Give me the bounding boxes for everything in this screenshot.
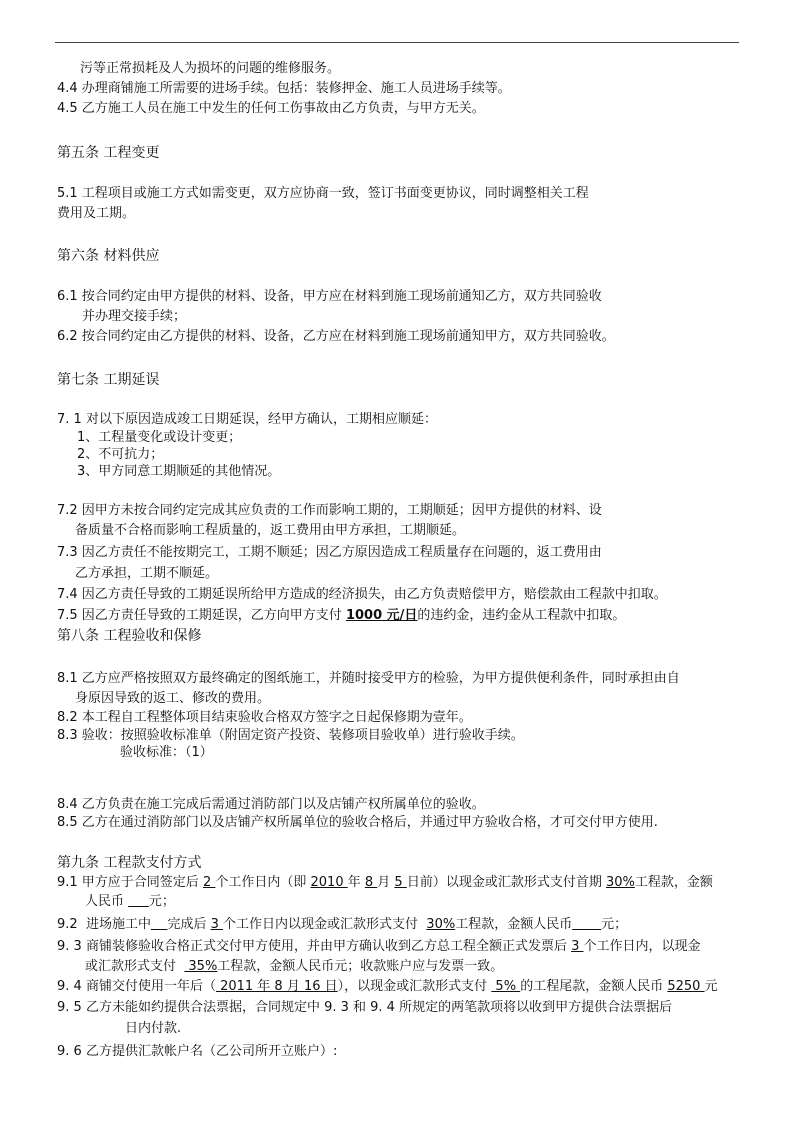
text-segment: 的违约金，违约金从工程款中扣取。 xyxy=(417,608,626,623)
text-segment: 元； xyxy=(148,894,175,909)
date-day: 5 xyxy=(394,875,407,890)
clause-8-5: 8.5 乙方在通过消防部门以及店铺产权所属单位的验收合格后，并通过甲方验收合格，才可交付甲方使用. xyxy=(57,815,658,830)
payment-percent: 30% xyxy=(605,875,635,890)
list-item: 2、不可抗力； xyxy=(77,447,164,462)
text-line: 并办理交接手续； xyxy=(82,309,187,324)
clause-7-1: 7. 1 对以下原因造成竣工日期延误，经甲方确认，工期相应顺延： xyxy=(57,412,437,427)
workday-count: 2 xyxy=(202,875,216,890)
workday-count: 3 xyxy=(571,939,584,954)
clause-7-2: 7.2 因甲方未按合同约定完成其应负责的工作而影响工期的，工期顺延；因甲方提供的材料、设 xyxy=(57,503,602,518)
article-8-heading: 第八条 工程验收和保修 xyxy=(57,628,202,644)
blank-field xyxy=(151,917,168,932)
final-amount: 5250 xyxy=(667,979,705,994)
text-segment: 的工程尾款，金额人民币 xyxy=(520,979,668,994)
clause-4-4: 4.4 办理商铺施工所需要的进场手续。包括：装修押金、施工人员进场手续等。 xyxy=(57,81,511,96)
date-month: 8 xyxy=(364,875,378,890)
text-segment: 9.1 甲方应于合同签定后 xyxy=(57,875,203,890)
clause-9-3 xyxy=(57,939,701,955)
text-segment: 9. 3 商铺装修验收合格正式交付甲方使用，并由甲方确认收到乙方总工程全额正式发票后 xyxy=(57,939,572,954)
text-line xyxy=(85,959,503,975)
clause-9-5: 9. 5 乙方未能如约提供合法票据，合同规定中 9. 3 和 9. 4 所规定的两笔款项将以收到甲方提供合法票据后 xyxy=(57,1000,673,1015)
clause-7-5 xyxy=(57,608,625,624)
text-line: 污等正常损耗及人为损坏的问题的维修服务。 xyxy=(80,61,341,76)
text-segment: 日前）以现金或汇款形式支付首期 xyxy=(406,875,606,890)
article-6-heading: 第六条 材料供应 xyxy=(57,248,160,264)
text-line: 乙方承担，工期不顺延。 xyxy=(75,566,219,581)
text-segment: 个工作日内（即 xyxy=(215,875,311,890)
clause-7-4: 7.4 因乙方责任导致的工期延误所给甲方造成的经济损失，由乙方负责赔偿甲方，赔偿款由工程款中扣取。 xyxy=(57,587,667,602)
text-segment: 或汇款形式支付 xyxy=(85,959,185,974)
clause-9-4 xyxy=(57,979,718,995)
text-line: 费用及工期。 xyxy=(57,206,136,221)
article-9-heading: 第九条 工程款支付方式 xyxy=(57,855,202,871)
clause-8-1: 8.1 乙方应严格按照双方最终确定的图纸施工，并随时接受甲方的检验，为甲方提供便利条件，同时承担由自 xyxy=(57,671,680,686)
workday-count: 3 xyxy=(210,917,224,932)
text-line xyxy=(85,894,175,910)
payment-percent: 35% xyxy=(184,959,218,974)
text-segment: 个工作日内，以现金 xyxy=(583,939,701,954)
text-segment: 工程款，金额 xyxy=(634,875,713,890)
text-line: 日内付款. xyxy=(125,1021,182,1036)
text-segment: 月 xyxy=(377,875,395,890)
text-segment: 9.2 进场施工中 xyxy=(57,917,151,932)
clause-6-2: 6.2 按合同约定由乙方提供的材料、设备，乙方应在材料到施工现场前通知甲方，双方共同验收。 xyxy=(57,329,615,344)
blank-amount xyxy=(128,894,149,909)
list-item: 3、甲方同意工期顺延的其他情况。 xyxy=(77,464,281,479)
penalty-amount: 1000 元/日 xyxy=(345,608,418,623)
text-segment: 7.5 因乙方责任导致的工期延误，乙方向甲方支付 xyxy=(57,608,346,623)
clause-6-1: 6.1 按合同约定由甲方提供的材料、设备，甲方应在材料到施工现场前通知乙方，双方共同验收 xyxy=(57,289,602,304)
acceptance-standard: 验收标准：（1） xyxy=(120,745,213,760)
text-line: 身原因导致的返工、修改的费用。 xyxy=(75,691,271,706)
clause-8-2: 8.2 本工程自工程整体项目结束验收合格双方签字之日起保修期为壹年。 xyxy=(57,710,472,725)
text-segment: 人民币 xyxy=(85,894,129,909)
clause-8-4: 8.4 乙方负责在施工完成后需通过消防部门以及店铺产权所属单位的验收。 xyxy=(57,797,485,812)
clause-9-6: 9. 6 乙方提供汇款帐户名（乙公司所开立账户）: xyxy=(57,1044,338,1059)
article-5-heading: 第五条 工程变更 xyxy=(57,145,160,161)
clause-4-5: 4.5 乙方施工人员在施工中发生的任何工伤事故由乙方负责，与甲方无关。 xyxy=(57,101,485,116)
clause-9-2 xyxy=(57,917,627,933)
payment-percent: 5% xyxy=(491,979,521,994)
clause-5-1: 5.1 工程项目或施工方式如需变更，双方应协商一致，签订书面变更协议，同时调整相关工程 xyxy=(57,186,589,201)
text-segment: 9. 4 商铺交付使用一年后（ xyxy=(57,979,216,994)
text-segment: 元 xyxy=(704,979,718,994)
text-segment: 工程款，金额人民币元；收款账户应与发票一致。 xyxy=(217,959,504,974)
text-segment: 元； xyxy=(601,917,628,932)
header-rule xyxy=(55,42,739,43)
text-line: 备质量不合格而影响工程质量的，返工费用由甲方承担，工期顺延。 xyxy=(75,523,466,538)
blank-amount xyxy=(572,917,601,932)
date-year: 2010 xyxy=(310,875,348,890)
text-segment: 工程款，金额人民币 xyxy=(455,917,573,932)
text-segment: 年 xyxy=(347,875,365,890)
text-segment: 完成后 xyxy=(167,917,211,932)
text-segment: ），以现金或汇款形式支付 xyxy=(337,979,492,994)
article-7-heading: 第七条 工期延误 xyxy=(57,372,160,388)
final-payment-date: 2011 年 8 月 16 日 xyxy=(215,979,338,994)
clause-9-1 xyxy=(57,875,713,891)
clause-7-3: 7.3 因乙方责任不能按期完工，工期不顺延；因乙方原因造成工程质量存在问题的，返工费用由 xyxy=(57,545,602,560)
list-item: 1、工程量变化或设计变更； xyxy=(77,430,242,445)
payment-percent: 30% xyxy=(426,917,456,932)
text-segment: 个工作日内以现金或汇款形式支付 xyxy=(223,917,427,932)
clause-8-3: 8.3 验收：按照验收标准单（附固定资产投资、装修项目验收单）进行验收手续。 xyxy=(57,728,524,743)
